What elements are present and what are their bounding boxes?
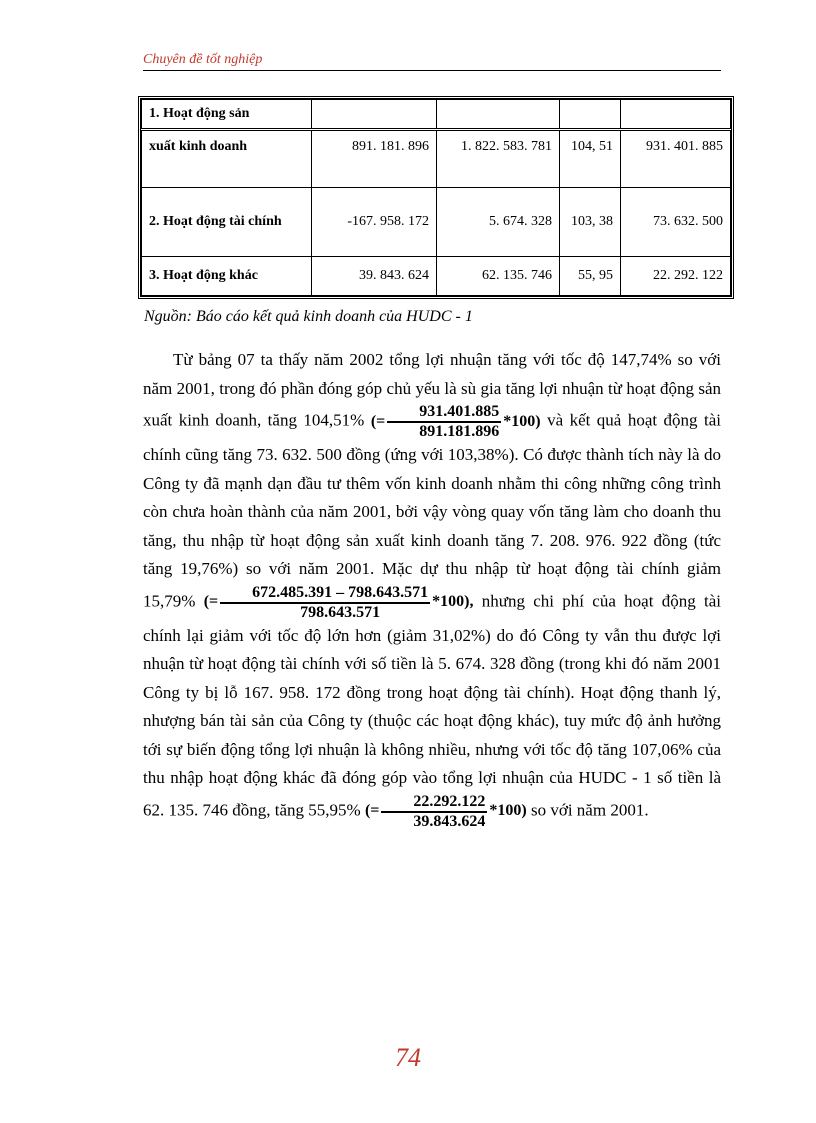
body-paragraph bbox=[143, 346, 721, 831]
table-cell bbox=[437, 100, 560, 130]
table-cell-percent: 55, 95 bbox=[560, 257, 621, 296]
document-title: Chuyên đề tốt nghiệp bbox=[143, 52, 263, 67]
table-cell-label: 2. Hoạt động tài chính bbox=[142, 188, 312, 257]
formula-denominator: 39.843.624 bbox=[413, 812, 486, 830]
formula-denominator: 891.181.896 bbox=[419, 423, 500, 440]
profit-table bbox=[138, 96, 734, 299]
formula-numerator: 22.292.122 bbox=[381, 793, 487, 813]
table-row bbox=[142, 188, 731, 257]
formula-numerator: 931.401.885 bbox=[387, 403, 501, 423]
paragraph-text: Từ bảng 07 ta thấy năm 2002 tổng lợi nhuận tăng với tốc độ 147,74% so với năm 2001, trong đó phần đóng góp chủ yếu là sù gia tăng lợi nhuận từ hoạt động sản xuất kinh doanh, tăng 104,51% bbox=[143, 350, 721, 430]
paragraph-text: và kết quả hoạt động tài chính cũng tăng 73. 632. 500 đồng (ứng với 103,38%). Có được thành tích này là do Công ty đã mạnh dạn đầu tư thêm vốn kinh doanh nhằm thi công những công trình còn chưa hoàn thành của năm 2001, bởi vậy vòng quay vốn tăng làm cho doanh thu tăng, thu nhập từ hoạt động sản xuất kinh doanh tăng 7. 208. 976. 922 đồng (tức tăng 19,76%) so với năm 2001. Mặc dự thu nhập từ hoạt động tài chính giảm 15,79% bbox=[143, 410, 722, 611]
formula-growth-production: (= $\frac{931.401.885}{891.181.896}$ *100) bbox=[370, 403, 541, 440]
formula-financial-income: (= $\frac{672.485.391 - 798.643.571}{798.643.571}$ *100), bbox=[203, 583, 474, 621]
table-cell-percent: 104, 51 bbox=[560, 130, 621, 188]
table-cell-2001: 891. 181. 896 bbox=[312, 130, 437, 188]
table-cell-label: 3. Hoạt động khác bbox=[142, 257, 312, 296]
table-cell-2002: 62. 135. 746 bbox=[437, 257, 560, 296]
table-header-row bbox=[142, 100, 731, 130]
table-row bbox=[142, 257, 731, 296]
formula-numerator: 672.485.391 – 798.643.571 bbox=[220, 584, 430, 604]
table-cell-percent: 103, 38 bbox=[560, 188, 621, 257]
table-cell bbox=[621, 100, 731, 130]
table-cell-2001: 39. 843. 624 bbox=[312, 257, 437, 296]
paragraph-text: nhưng chi phí của hoạt động tài chính lại giảm với tốc độ lớn hơn (giảm 31,02%) do đó Công ty vẫn thu được lợi nhuận từ hoạt động tài chính với số tiền là 5. 674. 328 đồng (trong khi đó năm 2001 Công ty bị lỗ 167. 958. 172 đồng trong hoạt động tài chính). Hoạt động thanh lý, nhượng bán tài sản của Công ty (thuộc các hoạt động khác), tuy mức độ ảnh hưởng tới sự biến động tổng lợi nhuận là không nhiều, nhưng với tốc độ tăng 107,06% của thu nhập hoạt động khác đã đóng góp vào tổng lợi nhuận của HUDC - 1 số tiền là 62. 135. 746 đồng, tăng 55,95% bbox=[143, 591, 721, 820]
paragraph-text: so với năm 2001. bbox=[530, 800, 649, 820]
table-row bbox=[142, 130, 731, 188]
table-source-note: Nguồn: Báo cáo kết quả kinh doanh của HUDC - 1 bbox=[144, 308, 473, 325]
table-cell bbox=[312, 100, 437, 130]
table-cell-difference: 73. 632. 500 bbox=[621, 188, 731, 257]
formula-denominator: 798.643.571 bbox=[300, 603, 381, 621]
table-cell-label: xuất kinh doanh bbox=[142, 130, 312, 188]
table-cell-2002: 1. 822. 583. 781 bbox=[437, 130, 560, 188]
page-number: 74 bbox=[395, 1043, 421, 1072]
formula-other-activities: (= $\frac{22.292.122}{39.843.624}$ *100) bbox=[364, 792, 527, 830]
table-cell-label: 1. Hoạt động sản bbox=[142, 100, 312, 130]
table-cell-2001: -167. 958. 172 bbox=[312, 188, 437, 257]
table-cell bbox=[560, 100, 621, 130]
table-cell-2002: 5. 674. 328 bbox=[437, 188, 560, 257]
table-cell-difference: 22. 292. 122 bbox=[621, 257, 731, 296]
page-header bbox=[143, 50, 721, 71]
table-cell-difference: 931. 401. 885 bbox=[621, 130, 731, 188]
